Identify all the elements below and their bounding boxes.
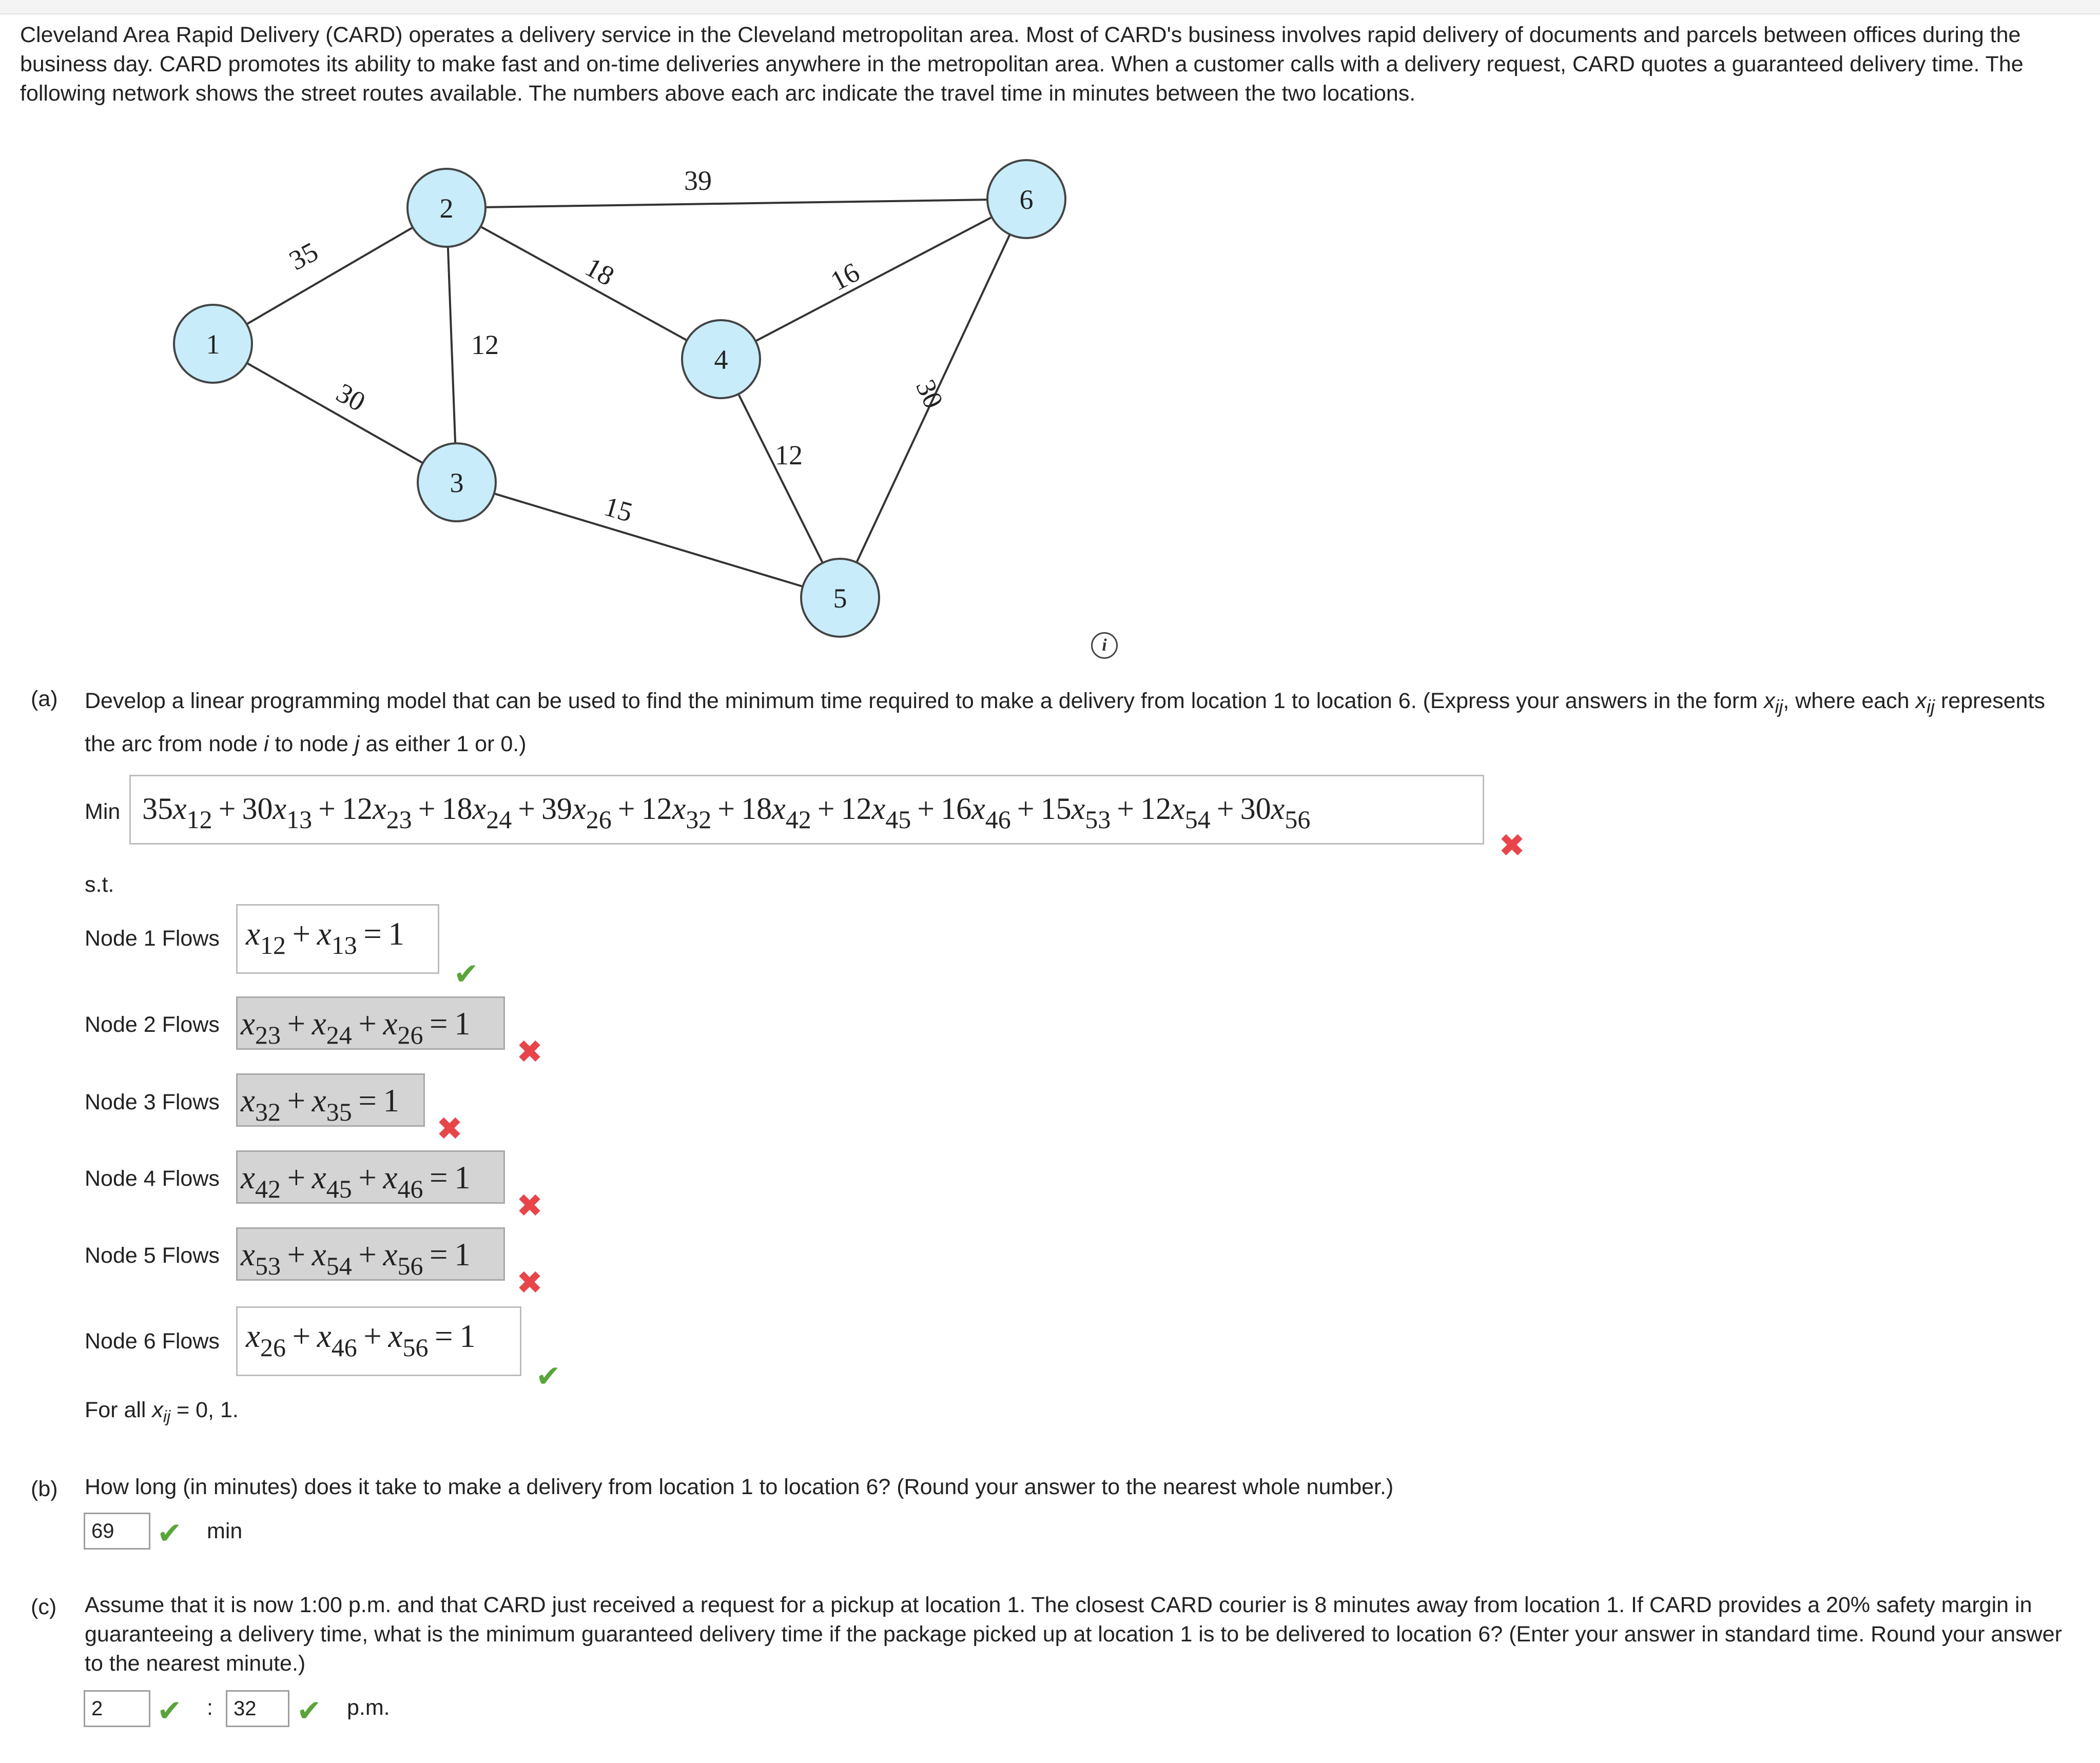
constraint-label-node5: Node 5 Flows xyxy=(85,1243,220,1268)
node-label-3: 3 xyxy=(450,467,464,498)
part-b-label: (b) xyxy=(31,1477,58,1501)
network-diagram xyxy=(0,0,2100,667)
part-c-period: p.m. xyxy=(347,1695,390,1720)
constraint-input-node5[interactable] xyxy=(236,1227,505,1281)
arc-2-3 xyxy=(446,208,457,482)
node-labels xyxy=(206,184,1034,614)
part-c-minute-correct-icon: ✔ xyxy=(297,1694,322,1728)
constraint-label-node1: Node 1 Flows xyxy=(85,926,220,951)
node-label-6: 6 xyxy=(1019,184,1034,215)
part-a-question: Develop a linear programming model that can be used to find the minimum time required to make a delivery from location 1 to location 6. (Express your answers in the form $x_{ij}$, where each $x_{ij}$ represents the arc from node i to node j as either 1 or 0.) xyxy=(85,689,2046,756)
part-c-time-separator: : xyxy=(207,1695,213,1720)
arc-3-5 xyxy=(457,482,840,598)
arc-label-4-5: 12 xyxy=(775,440,803,471)
arc-2-6 xyxy=(446,199,1026,208)
constraint-node1-correct-icon: ✔ xyxy=(454,957,479,991)
min-label: Min xyxy=(85,799,121,824)
constraint-expression-node6: $x_{26} + x_{46} + x_{56} = 1$ xyxy=(246,1318,476,1362)
arc-label-1-3: 30 xyxy=(331,377,371,418)
arc-time-labels xyxy=(284,165,949,528)
arc-label-2-4: 18 xyxy=(580,251,619,292)
constraint-node6-correct-icon: ✔ xyxy=(536,1360,561,1393)
arc-label-3-5: 15 xyxy=(600,491,636,528)
part-b-correct-icon: ✔ xyxy=(157,1517,182,1550)
node-label-2: 2 xyxy=(439,193,454,224)
arc-1-2 xyxy=(213,208,446,344)
part-c-question: Assume that it is now 1:00 p.m. and that CARD just received a request for a pickup at location 1. The closest CARD courier is 8 minutes away from location 1. If CARD provides a 20% safety margin in guaranteeing a delivery time, what is the minimum guaranteed delivery time if the package picked up at location 1 is to be delivered to location 6? (Enter your answer in standard time. Round your answer to the nearest minute.) xyxy=(85,1593,2062,1676)
constraint-input-node6[interactable] xyxy=(236,1306,521,1376)
constraint-input-node4[interactable] xyxy=(236,1150,505,1204)
forall-text: For all $x_{ij} = 0$, 1. xyxy=(85,1398,239,1426)
arc-1-3 xyxy=(213,344,457,482)
constraint-node3-incorrect-icon: ✖ xyxy=(436,1111,463,1147)
arc-label-4-6: 16 xyxy=(825,256,865,297)
part-a-label: (a) xyxy=(31,687,58,711)
info-icon[interactable]: i xyxy=(1091,632,1118,659)
node-label-5: 5 xyxy=(833,583,847,614)
part-b-question: How long (in minutes) does it take to make a delivery from location 1 to location 6? (Round your answer to the nearest whole number.) xyxy=(85,1475,1394,1499)
arc-label-2-3: 12 xyxy=(471,329,499,360)
constraint-expression-node3: $x_{32} + x_{35} = 1$ xyxy=(241,1083,399,1126)
constraint-expression-node2: $x_{23} + x_{24} + x_{26} = 1$ xyxy=(241,1006,471,1049)
objective-input[interactable] xyxy=(129,775,1484,845)
constraint-label-node2: Node 2 Flows xyxy=(85,1012,220,1037)
constraint-expression-node4: $x_{42} + x_{45} + x_{46} = 1$ xyxy=(241,1160,471,1203)
part-b-unit: min xyxy=(207,1519,243,1543)
constraint-node4-incorrect-icon: ✖ xyxy=(516,1188,543,1224)
constraint-label-node3: Node 3 Flows xyxy=(85,1090,220,1114)
part-b-answer-input[interactable]: 69 xyxy=(84,1513,150,1550)
st-label: s.t. xyxy=(85,872,114,897)
objective-incorrect-icon: ✖ xyxy=(1499,828,1525,864)
constraint-expression-node5: $x_{53} + x_{54} + x_{56} = 1$ xyxy=(241,1237,471,1280)
arc-label-1-2: 35 xyxy=(284,236,323,277)
constraint-label-node6: Node 6 Flows xyxy=(85,1329,220,1354)
arc-label-2-6: 39 xyxy=(684,165,712,196)
arc-4-6 xyxy=(721,199,1026,359)
node-label-1: 1 xyxy=(206,329,220,360)
problem-intro: Cleveland Area Rapid Delivery (CARD) operates a delivery service in the Cleveland metropolitan area. Most of CARD's business involves rapid delivery of documents and parcels between offices during the business day. CARD promotes its ability to make fast and on-time deliveries anywhere in the metropolitan area. When a customer calls with a delivery request, CARD quotes a guaranteed delivery time. The following network shows the street routes available. The numbers above each arc indicate the travel time in minutes between the two locations. xyxy=(20,23,2024,106)
part-c-hour-input[interactable]: 2 xyxy=(84,1690,150,1727)
objective-expression: $35x_{12} + 30x_{13} + 12x_{23} + 18x_{24} + 39x_{26} + 12x_{32} + 18x_{42} + 12x_{45} + 16x_{46} + 15x_{53} + 12x_{54} + 30x_{56}$ xyxy=(142,792,1311,834)
constraint-input-node1[interactable] xyxy=(236,904,439,974)
part-c-hour-correct-icon: ✔ xyxy=(157,1694,182,1728)
part-c-label: (c) xyxy=(31,1595,57,1619)
constraint-input-node3[interactable] xyxy=(236,1073,425,1127)
part-c-minute-input[interactable]: 32 xyxy=(226,1690,289,1727)
constraint-input-node2[interactable] xyxy=(236,996,505,1050)
arc-label-5-6: 30 xyxy=(910,375,949,413)
constraint-expression-node1: $x_{12} + x_{13} = 1$ xyxy=(246,916,404,959)
node-label-4: 4 xyxy=(714,344,728,375)
constraint-node5-incorrect-icon: ✖ xyxy=(516,1265,543,1301)
constraint-label-node4: Node 4 Flows xyxy=(85,1166,220,1191)
constraint-node2-incorrect-icon: ✖ xyxy=(516,1034,543,1070)
